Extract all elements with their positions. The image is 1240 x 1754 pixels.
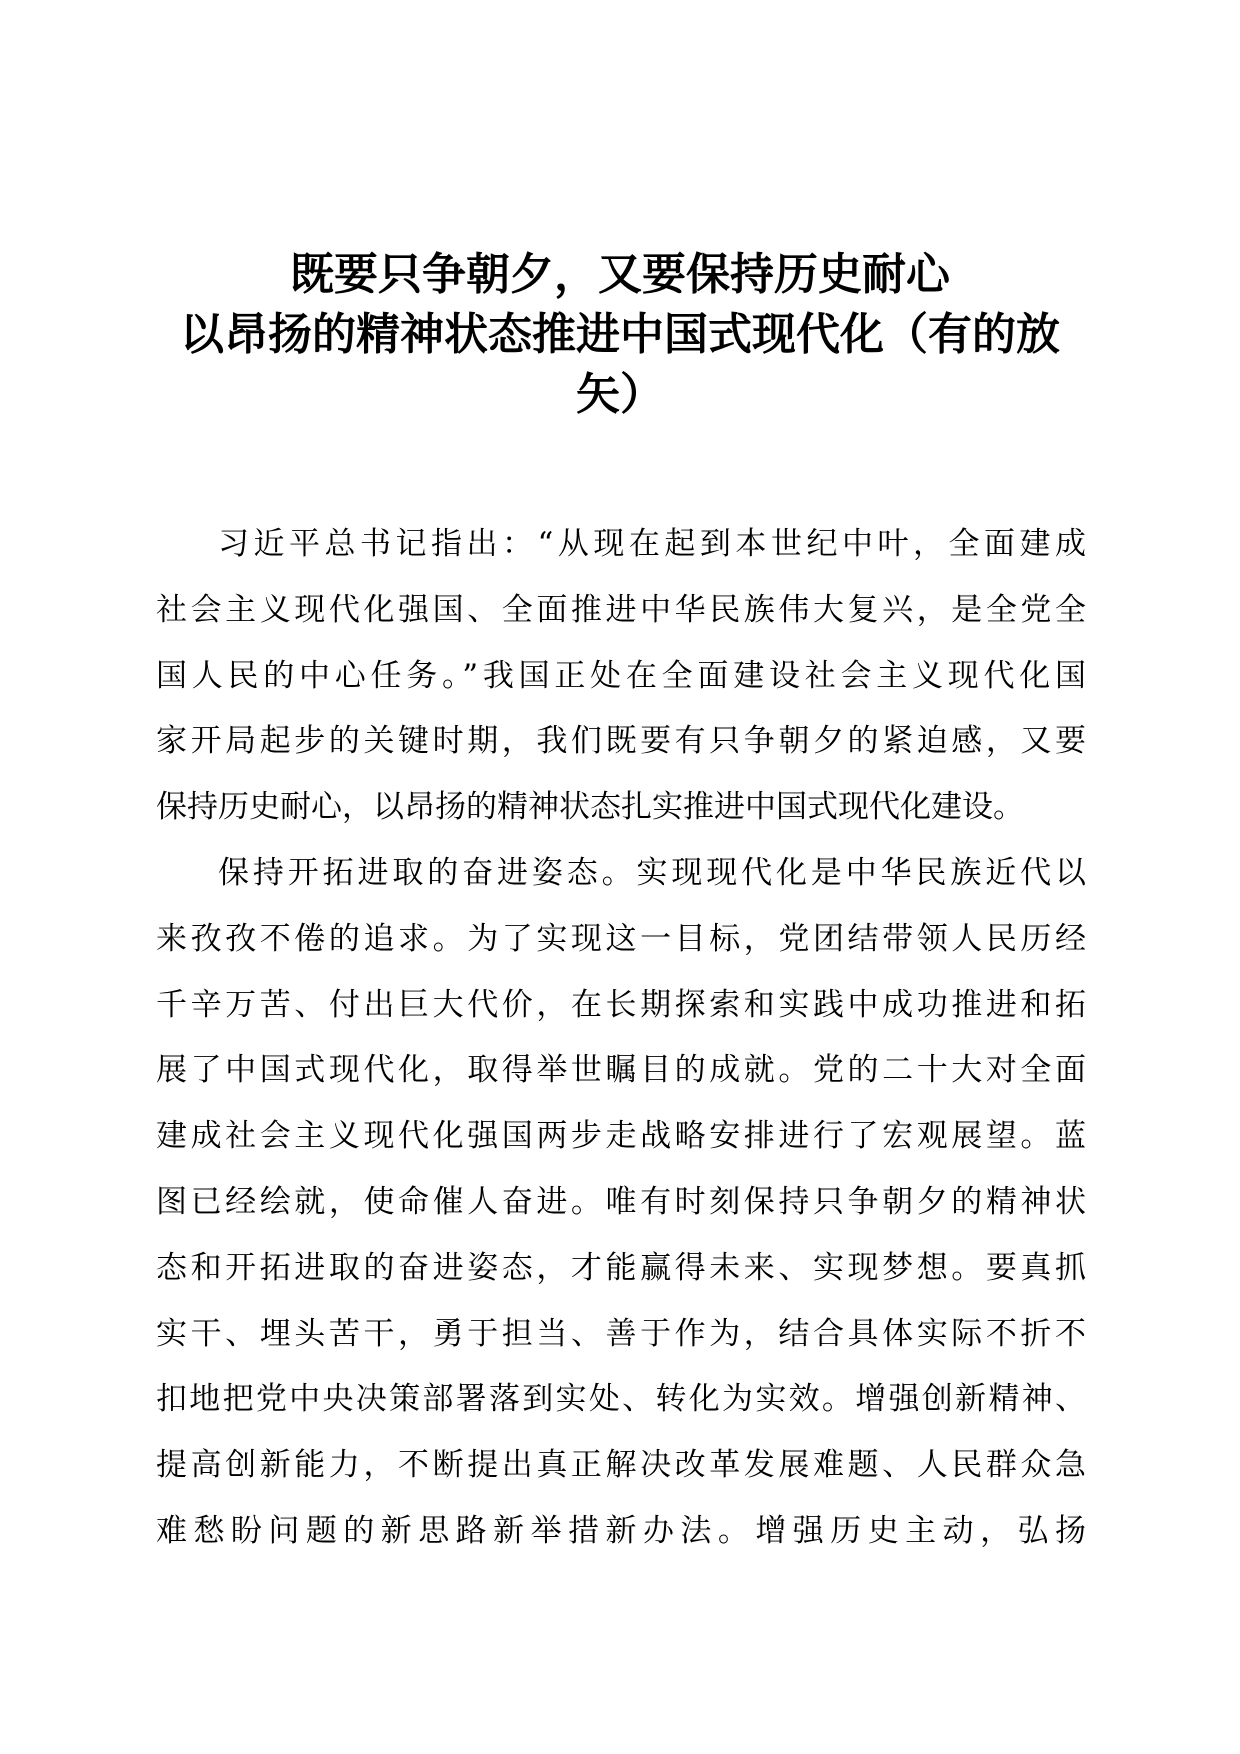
paragraph-line: 实干、埋头苦干，勇于担当、善于作为，结合具体实际不折不 xyxy=(156,1315,1086,1352)
paragraph-line: 来孜孜不倦的追求。为了实现这一目标，党团结带领人民历经 xyxy=(156,920,1086,957)
document-body xyxy=(156,512,1086,1565)
paragraph-line: 国人民的中心任务。”我国正处在全面建设社会主义现代化国 xyxy=(156,657,1086,694)
paragraph-2 xyxy=(156,841,1086,1565)
paragraph-line: 保持开拓进取的奋进姿态。实现现代化是中华民族近代以 xyxy=(218,854,1086,891)
paragraph-line: 家开局起步的关键时期，我们既要有只争朝夕的紧迫感，又要 xyxy=(156,723,1086,760)
paragraph-line: 态和开拓进取的奋进姿态，才能赢得未来、实现梦想。要真抓 xyxy=(156,1249,1086,1286)
paragraph-line: 展了中国式现代化，取得举世瞩目的成就。党的二十大对全面 xyxy=(156,1052,1086,1089)
document-title xyxy=(150,245,1090,425)
paragraph-line: 习近平总书记指出：“从现在起到本世纪中叶，全面建成 xyxy=(218,526,1086,562)
paragraph-line: 保持历史耐心，以昂扬的精神状态扎实推进中国式现代化建设。 xyxy=(156,789,1024,826)
paragraph-line: 图已经绘就，使命催人奋进。唯有时刻保持只争朝夕的精神状 xyxy=(156,1183,1086,1220)
paragraph-line: 扣地把党中央决策部署落到实处、转化为实效。增强创新精神、 xyxy=(156,1381,1086,1418)
paragraph-line: 社会主义现代化强国、全面推进中华民族伟大复兴，是全党全 xyxy=(156,591,1086,628)
title-line-2: 以昂扬的精神状态推进中国式现代化（有的放 xyxy=(180,309,1060,360)
paragraph-line: 提高创新能力，不断提出真正解决改革发展难题、人民群众急 xyxy=(156,1447,1086,1484)
paragraph-line: 千辛万苦、付出巨大代价，在长期探索和实践中成功推进和拓 xyxy=(156,986,1086,1023)
title-line-3: 矢） xyxy=(576,369,664,420)
paragraph-line: 难愁盼问题的新思路新举措新办法。增强历史主动，弘扬 xyxy=(156,1512,1086,1549)
paragraph-1 xyxy=(156,512,1086,841)
paragraph-line: 建成社会主义现代化强国两步走战略安排进行了宏观展望。蓝 xyxy=(156,1118,1086,1155)
title-line-1: 既要只争朝夕，又要保持历史耐心 xyxy=(290,249,950,300)
